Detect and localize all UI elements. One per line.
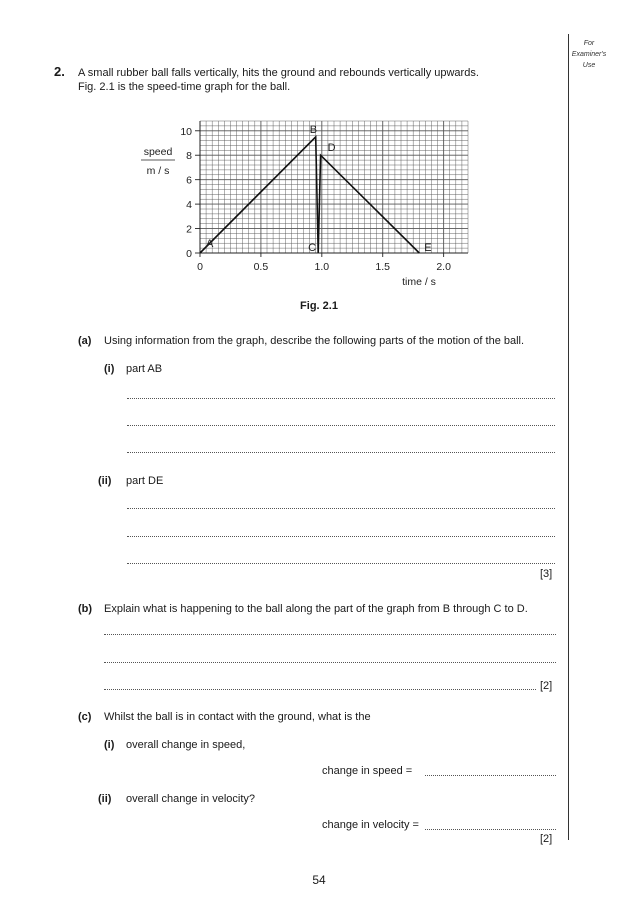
change-in-speed-label: change in speed = bbox=[322, 765, 413, 777]
part-b-label: (b) bbox=[78, 603, 93, 615]
y-tick-label: 10 bbox=[180, 125, 192, 138]
part-c-text: Whilst the ball is in contact with the ground, what is the bbox=[104, 711, 371, 723]
speed-time-graph bbox=[0, 0, 638, 300]
part-c-label: (c) bbox=[78, 711, 92, 723]
x-tick-label: 1.5 bbox=[375, 261, 391, 273]
examiner-line-3: Use bbox=[582, 62, 596, 69]
page-number: 54 bbox=[312, 873, 326, 887]
answer-line-a-ii-3[interactable] bbox=[127, 563, 555, 564]
x-tick-label: 1.0 bbox=[314, 261, 330, 273]
part-b-text: Explain what is happening to the ball along the part of the graph from B through C to D. bbox=[104, 603, 528, 615]
y-tick-label: 4 bbox=[186, 199, 192, 212]
x-tick-label: 2.0 bbox=[436, 261, 451, 273]
part-a-i-label: (i) bbox=[104, 363, 115, 375]
part-c-i-label: (i) bbox=[104, 739, 115, 751]
part-c-ii-label: (ii) bbox=[98, 793, 112, 805]
point-label-b: B bbox=[309, 123, 318, 136]
question-intro-line-2: Fig. 2.1 is the speed-time graph for the ball. bbox=[78, 81, 291, 93]
change-in-velocity-label: change in velocity = bbox=[322, 819, 419, 831]
answer-line-a-ii-1[interactable] bbox=[127, 508, 555, 509]
answer-line-a-i-1[interactable] bbox=[127, 398, 555, 399]
examiner-line-2: Examiner's bbox=[571, 51, 607, 58]
change-in-speed-answer[interactable] bbox=[425, 775, 556, 776]
part-a-ii-label: (ii) bbox=[98, 475, 112, 487]
part-a-ii-text: part DE bbox=[126, 475, 164, 487]
change-in-velocity-answer[interactable] bbox=[425, 829, 556, 830]
part-a-text: Using information from the graph, describe the following parts of the motion of the ball. bbox=[104, 335, 525, 347]
point-label-e: E bbox=[424, 242, 432, 254]
part-b-mark: [2] bbox=[540, 680, 553, 692]
answer-line-b-2[interactable] bbox=[104, 662, 556, 663]
answer-line-a-i-3[interactable] bbox=[127, 452, 555, 453]
answer-line-b-1[interactable] bbox=[104, 634, 556, 635]
x-axis-label: time / s bbox=[402, 276, 436, 288]
y-axis-label-top: speed bbox=[143, 146, 173, 158]
examiner-line-1: For bbox=[583, 40, 595, 47]
graph-grid bbox=[200, 121, 468, 253]
y-tick-label: 6 bbox=[186, 174, 192, 187]
x-tick-label: 0.5 bbox=[253, 261, 269, 273]
y-tick-label: 2 bbox=[186, 223, 192, 236]
part-c-ii-text: overall change in velocity? bbox=[126, 793, 256, 805]
part-c-i-text: overall change in speed, bbox=[126, 739, 246, 751]
x-tick-label: 0 bbox=[197, 261, 203, 273]
y-tick-label: 8 bbox=[186, 150, 192, 163]
answer-line-a-i-2[interactable] bbox=[127, 425, 555, 426]
answer-line-b-3[interactable] bbox=[104, 689, 536, 690]
y-tick-label: 0 bbox=[186, 248, 192, 260]
answer-line-a-ii-2[interactable] bbox=[127, 536, 555, 537]
question-intro-line-1: A small rubber ball falls vertically, hits the ground and rebounds vertically upwards. bbox=[78, 67, 479, 79]
point-label-c: C bbox=[308, 242, 317, 254]
part-a-mark: [3] bbox=[540, 568, 553, 580]
figure-caption: Fig. 2.1 bbox=[300, 300, 338, 312]
part-a-i-text: part AB bbox=[126, 363, 163, 375]
part-a-label: (a) bbox=[78, 335, 92, 347]
question-number: 2. bbox=[54, 64, 65, 79]
y-axis-label-bottom: m / s bbox=[146, 165, 170, 177]
point-label-d: D bbox=[327, 142, 336, 155]
point-label-a: A bbox=[206, 238, 214, 250]
part-c-mark: [2] bbox=[540, 833, 553, 845]
